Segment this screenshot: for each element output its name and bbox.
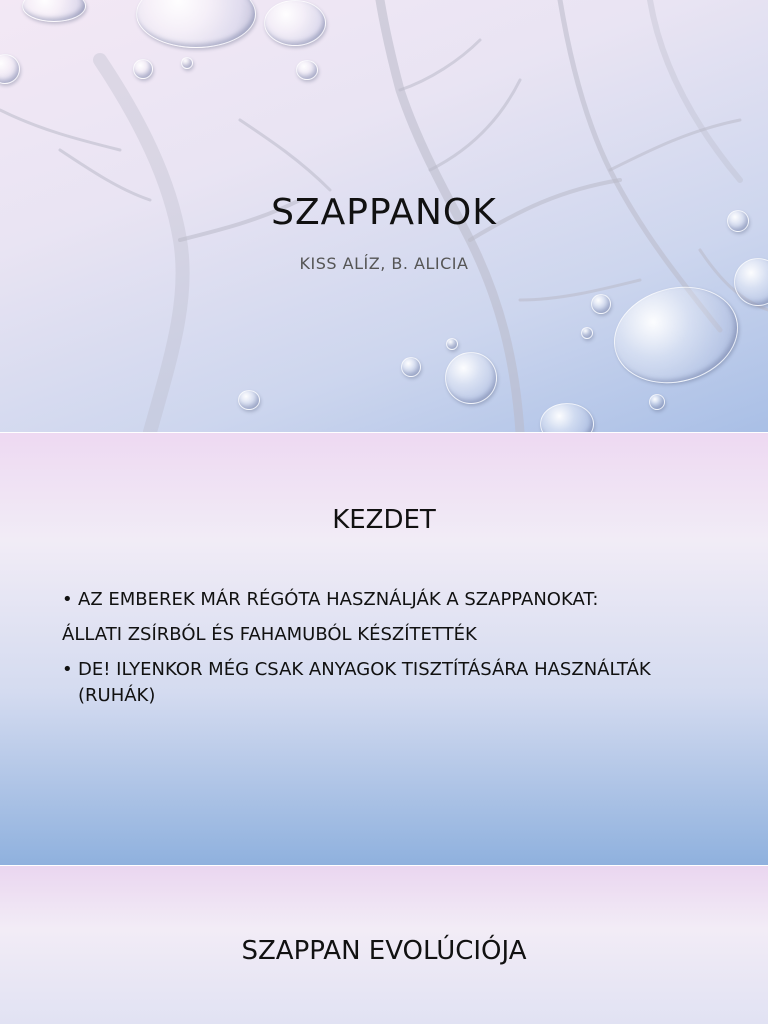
bullet-item xyxy=(62,587,722,613)
bullet-item xyxy=(62,657,722,709)
water-drop xyxy=(238,390,260,410)
water-drop xyxy=(401,357,421,377)
bullet-marker: • xyxy=(62,589,73,610)
content-slide-evolucio xyxy=(0,866,768,1024)
slide-body xyxy=(62,587,722,718)
water-drop xyxy=(264,0,326,46)
water-drop xyxy=(581,327,593,339)
water-drop xyxy=(133,59,153,79)
content-slide-kezdet xyxy=(0,433,768,865)
water-drop xyxy=(446,338,458,350)
water-drop xyxy=(181,57,193,69)
line-text: ÁLLATI ZSÍRBÓL ÉS FAHAMUBÓL KÉSZÍTETTÉK xyxy=(62,624,477,645)
plain-line xyxy=(62,622,722,648)
bullet-text: DE! ILYENKOR MÉG CSAK ANYAGOK TISZTÍTÁSÁRA HASZNÁLTÁK (RUHÁK) xyxy=(78,659,651,706)
water-drop xyxy=(445,352,497,404)
water-drop xyxy=(296,60,318,80)
title-slide xyxy=(0,0,768,432)
slide-subtitle: KISS ALÍZ, B. ALICIA xyxy=(299,254,469,273)
water-drop xyxy=(591,294,611,314)
bullet-marker: • xyxy=(62,659,73,680)
water-drop xyxy=(649,394,665,410)
slide-heading: KEZDET xyxy=(332,505,436,535)
slide-heading: SZAPPAN EVOLÚCIÓJA xyxy=(241,936,527,966)
bullet-text: AZ EMBEREK MÁR RÉGÓTA HASZNÁLJÁK A SZAPPANOKAT: xyxy=(78,589,599,610)
slide-title: SZAPPANOK xyxy=(271,192,497,233)
